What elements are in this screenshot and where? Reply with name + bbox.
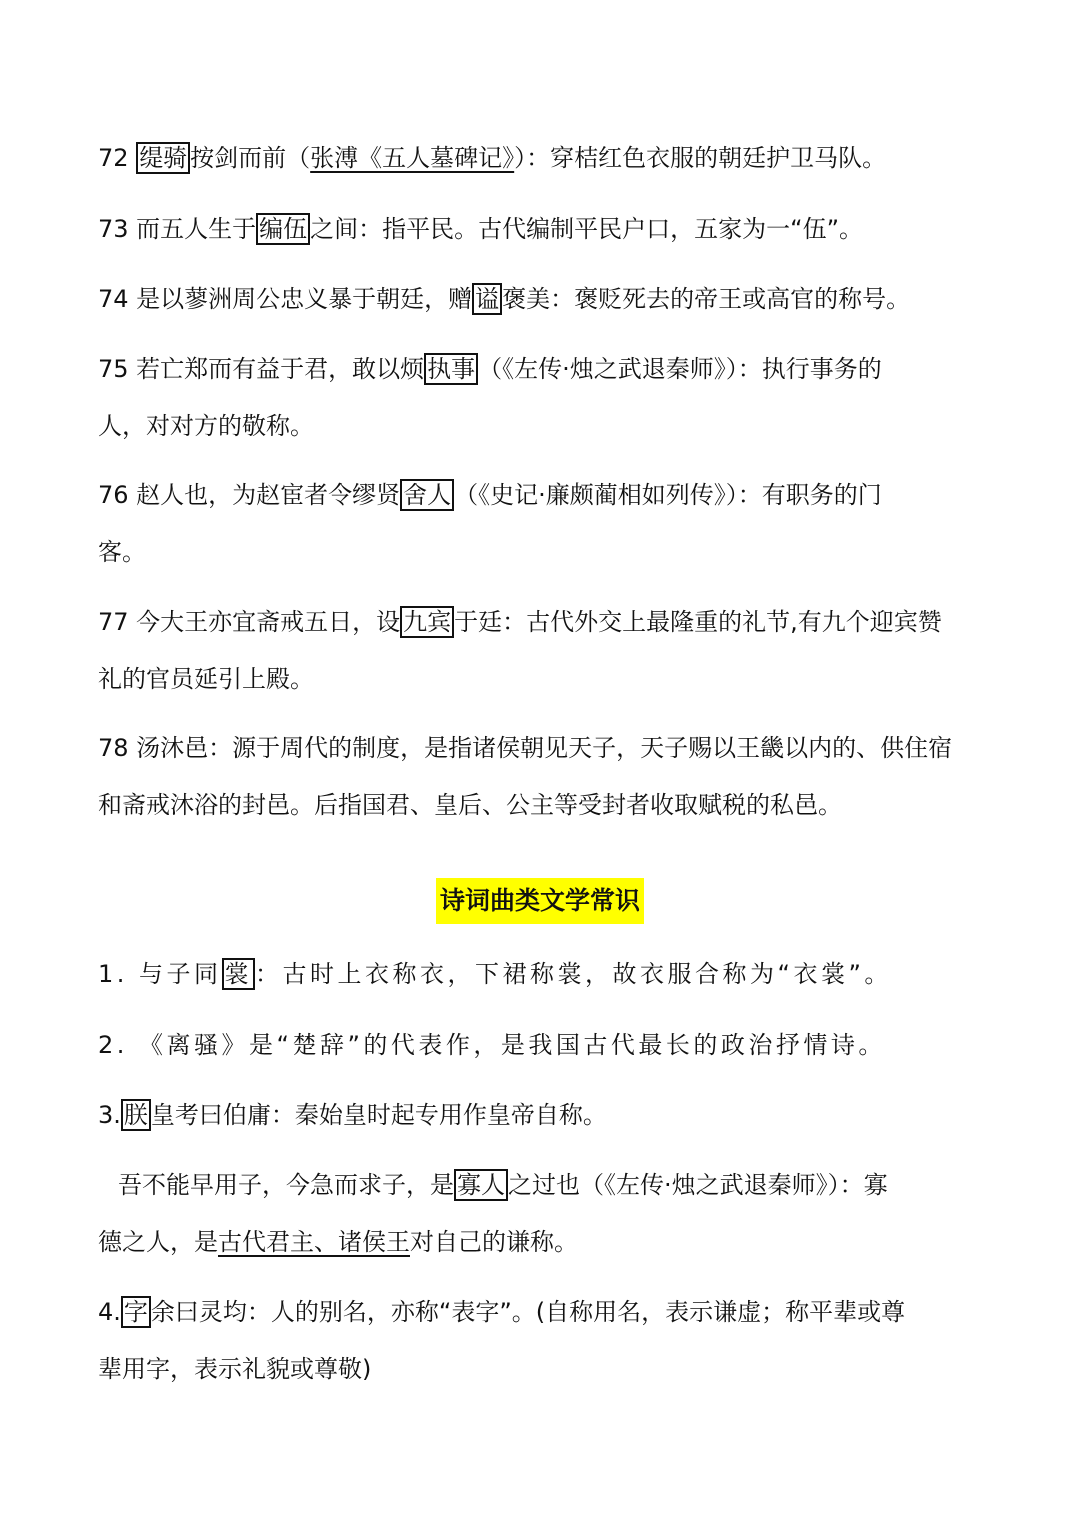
entry-text: 对自己的谦称。 (410, 1228, 578, 1256)
entry-text: 是以蓼洲周公忠义暴于朝廷，赠 (136, 285, 473, 313)
entry-line-2 (98, 1214, 988, 1271)
entry-text: 按剑而前（ (190, 144, 311, 172)
entry-text: ）：穿桔红色衣服的朝廷护卫马队。 (514, 144, 887, 172)
entry-line (98, 467, 988, 524)
section-heading-wrap (0, 878, 1080, 924)
boxed-term: 朕 (121, 1099, 151, 1131)
boxed-term: 裳 (222, 958, 256, 990)
boxed-term: 寡人 (454, 1169, 508, 1201)
entry-74 (98, 271, 988, 328)
entry-72 (98, 130, 988, 187)
entry-75 (98, 341, 988, 455)
entry-line (98, 201, 988, 258)
entry-line (98, 1284, 988, 1341)
entry-line (98, 1087, 988, 1144)
poetry-entry-2 (98, 1017, 988, 1074)
entry-line (98, 130, 988, 187)
entry-line-2: 客。 (98, 538, 146, 566)
poetry-entry-3-example (118, 1157, 1008, 1214)
entry-number: 75 (98, 355, 137, 383)
entry-77 (98, 594, 988, 708)
section-heading: 诗词曲类文学常识 (436, 878, 644, 924)
boxed-term: 编伍 (256, 213, 310, 245)
entry-number: 3. (98, 1101, 121, 1129)
entry-line (98, 720, 988, 777)
entry-text: 之过也（《左传·烛之武退秦师》）：寡 (508, 1171, 888, 1199)
poetry-entry-4 (98, 1284, 988, 1398)
entry-line (98, 946, 988, 1003)
entry-line-2: 和斋戒沐浴的封邑。后指国君、皇后、公主等受封者收取赋税的私邑。 (98, 791, 842, 819)
entry-line-2: 人，对对方的敬称。 (98, 412, 314, 440)
entry-number: 76 (98, 481, 137, 509)
entry-text: ：古时上衣称衣，下裙称裳，故衣服合称为“衣裳”。 (255, 960, 892, 988)
entry-number: 73 (98, 215, 137, 243)
poetry-entry-3 (98, 1087, 988, 1144)
poetry-entry-3-example-cont (98, 1214, 988, 1271)
underlined-source: 张溥《五人墓碑记》 (310, 144, 515, 172)
entry-text: 余曰灵均：人的别名，亦称“表字”。(自称用名，表示谦虚；称平辈或尊 (150, 1298, 906, 1326)
entry-text: 褒美：褒贬死去的帝王或高官的称号。 (502, 285, 911, 313)
underlined-term: 古代君主、诸侯王 (218, 1228, 410, 1256)
entry-78 (98, 720, 988, 834)
boxed-term: 执事 (424, 353, 478, 385)
entry-line (98, 271, 988, 328)
poetry-entry-1 (98, 946, 988, 1003)
entry-number: 1. (98, 960, 140, 988)
entry-line (98, 341, 988, 398)
entry-number: 2. (98, 1031, 140, 1059)
entry-number: 78 (98, 734, 137, 762)
entry-number: 72 (98, 144, 137, 172)
boxed-term: 舍人 (400, 479, 454, 511)
entry-line-2: 礼的官员延引上殿。 (98, 665, 314, 693)
boxed-term: 字 (121, 1296, 151, 1328)
entry-text: 赵人也，为赵宦者令缪贤 (136, 481, 401, 509)
entry-text: 汤沐邑：源于周代的制度，是指诸侯朝见天子，天子赐以王畿以内的、供住宿 (136, 734, 953, 762)
entry-number: 4. (98, 1298, 121, 1326)
entry-text: 而五人生于 (136, 215, 257, 243)
entry-text: 德之人，是 (98, 1228, 218, 1256)
entry-text: 吾不能早用子，今急而求子，是 (118, 1171, 454, 1199)
entry-number: 74 (98, 285, 137, 313)
entry-text: 与子同 (139, 960, 222, 988)
entry-text: 皇考曰伯庸：秦始皇时起专用作皇帝自称。 (150, 1101, 607, 1129)
entry-text: 今大王亦宜斋戒五日，设 (136, 608, 401, 636)
boxed-term: 缇骑 (136, 142, 190, 174)
entry-text: 之间：指平民。古代编制平民户口，五家为一“伍”。 (310, 215, 864, 243)
entry-76 (98, 467, 988, 581)
boxed-term: 九宾 (400, 606, 454, 638)
entry-text: （《左传·烛之武退秦师》）：执行事务的 (478, 355, 882, 383)
entry-line (98, 1017, 988, 1074)
entry-line (98, 594, 988, 651)
entry-text: （《史记·廉颇蔺相如列传》）：有职务的门 (454, 481, 882, 509)
entry-number: 77 (98, 608, 137, 636)
entry-text: 若亡郑而有益于君，敢以烦 (136, 355, 425, 383)
entry-73 (98, 201, 988, 258)
entry-text: 《离骚》是“楚辞”的代表作，是我国古代最长的政治抒情诗。 (139, 1031, 886, 1059)
entry-line (118, 1157, 1008, 1214)
entry-line-2: 辈用字，表示礼貌或尊敬) (98, 1355, 372, 1383)
boxed-term: 谥 (472, 283, 502, 315)
entry-text: 于廷：古代外交上最隆重的礼节,有九个迎宾赞 (454, 608, 942, 636)
